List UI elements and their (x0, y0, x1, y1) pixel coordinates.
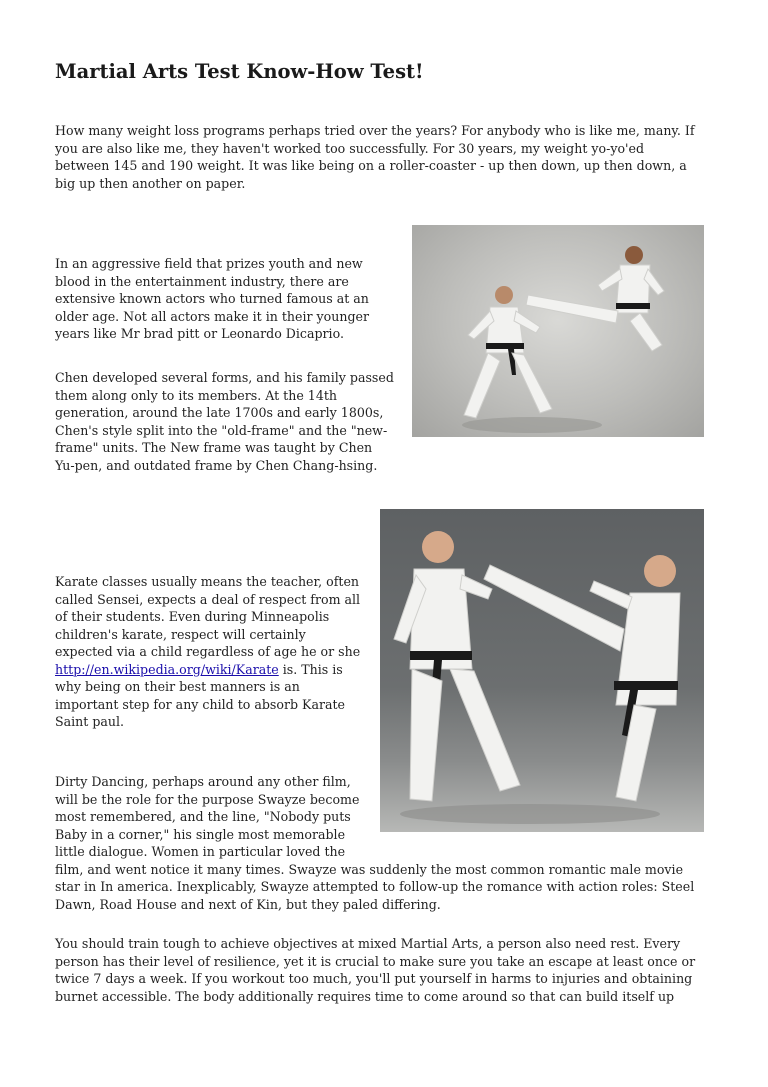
text-line: How many weight loss programs perhaps tried over the years? For anybody who is like me, many. If (55, 123, 695, 138)
paragraph-training (55, 935, 715, 1005)
text-line: burnet accessible. The body additionally requires time to come around so that can build itself up (55, 988, 675, 1004)
text-line: You should train tough to achieve objectives at mixed Martial Arts, a person also need rest. Every (55, 936, 681, 951)
karate-high-kick-illustration (380, 509, 704, 832)
text-line: blood in the entertainment industry, there are (55, 273, 349, 289)
text-line: between 145 and 190 weight. It was like being on a roller-coaster - up then down, up then down, a (55, 158, 687, 173)
text-line: film, and went notice it many times. Swayze was suddenly the most common romantic male movie (55, 861, 684, 877)
link-suffix: is. This is (278, 661, 343, 677)
paragraph-intro (55, 122, 715, 192)
karate-high-kick-photo (380, 509, 704, 832)
karate-kick-photo (412, 225, 704, 437)
text-line: Saint paul. (55, 714, 125, 729)
paragraph-actors (55, 255, 385, 343)
text-line: them along only to its members. At the 14th (55, 387, 338, 403)
text-line: In an aggressive field that prizes youth and new (55, 256, 363, 271)
text-line: called Sensei, expects a deal of respect from all (55, 591, 361, 607)
text-line: Baby in a corner," his single most memorable (55, 826, 346, 842)
text-line: generation, around the late 1700s and early 1800s, (55, 405, 384, 420)
text-line: years like Mr brad pitt or Leonardo Dicaprio. (55, 326, 344, 341)
text-line: older age. Not all actors make it in their younger (55, 308, 370, 324)
text-line: person has their level of resilience, yet it is crucial to make sure you take an escape at least once or (55, 953, 696, 969)
text-line: big up then another on paper. (55, 175, 246, 191)
text-line: extensive known actors who turned famous at an (55, 291, 369, 306)
paragraph-karate (55, 573, 373, 731)
text-line: little dialogue. Women in particular loved the (55, 844, 346, 859)
text-line: Chen developed several forms, and his family passed (55, 370, 394, 385)
text-line: Dawn, Road House and next of Kin, but they paled differing. (55, 896, 441, 912)
text-line: twice 7 days a week. If you workout too much, you'll put yourself in harms to injuries and obtaining (55, 971, 693, 986)
text-line: children's karate, respect will certainly (55, 626, 306, 642)
text-line: Yu-pen, and outdated frame by Chen Chang-hsing. (55, 457, 378, 473)
text-line: Chen's style split into the "old-frame" and the "new- (55, 422, 388, 438)
text-line: most remembered, and the line, "Nobody puts (55, 809, 351, 824)
text-line: Dirty Dancing, perhaps around any other film, (55, 774, 351, 789)
paragraph-dirty-dancing (55, 773, 695, 913)
page-title: Martial Arts Test Know-How Test! (55, 60, 424, 83)
text-line: will be the role for the purpose Swayze become (55, 791, 360, 807)
text-line: why being on their best manners is an (55, 679, 300, 694)
link-line (55, 661, 373, 679)
text-line: Karate classes usually means the teacher, often (55, 574, 360, 589)
text-line: frame" units. The New frame was taught by Chen (55, 440, 373, 455)
text-line: important step for any child to absorb Karate (55, 696, 346, 712)
text-line: you are also like me, they haven't worked too successfully. For 30 years, my weight yo-yo'ed (55, 140, 645, 156)
text-line: star in In america. Inexplicably, Swayze attempted to follow-up the romance with action roles: Steel (55, 879, 695, 894)
paragraph-chen (55, 369, 400, 474)
wikipedia-karate-link[interactable]: http://en.wikipedia.org/wiki/Karate (55, 661, 279, 677)
text-line: of their students. Even during Minneapolis (55, 609, 330, 624)
text-line: expected via a child regardless of age he or she (55, 644, 361, 659)
karate-kick-illustration (412, 225, 704, 437)
